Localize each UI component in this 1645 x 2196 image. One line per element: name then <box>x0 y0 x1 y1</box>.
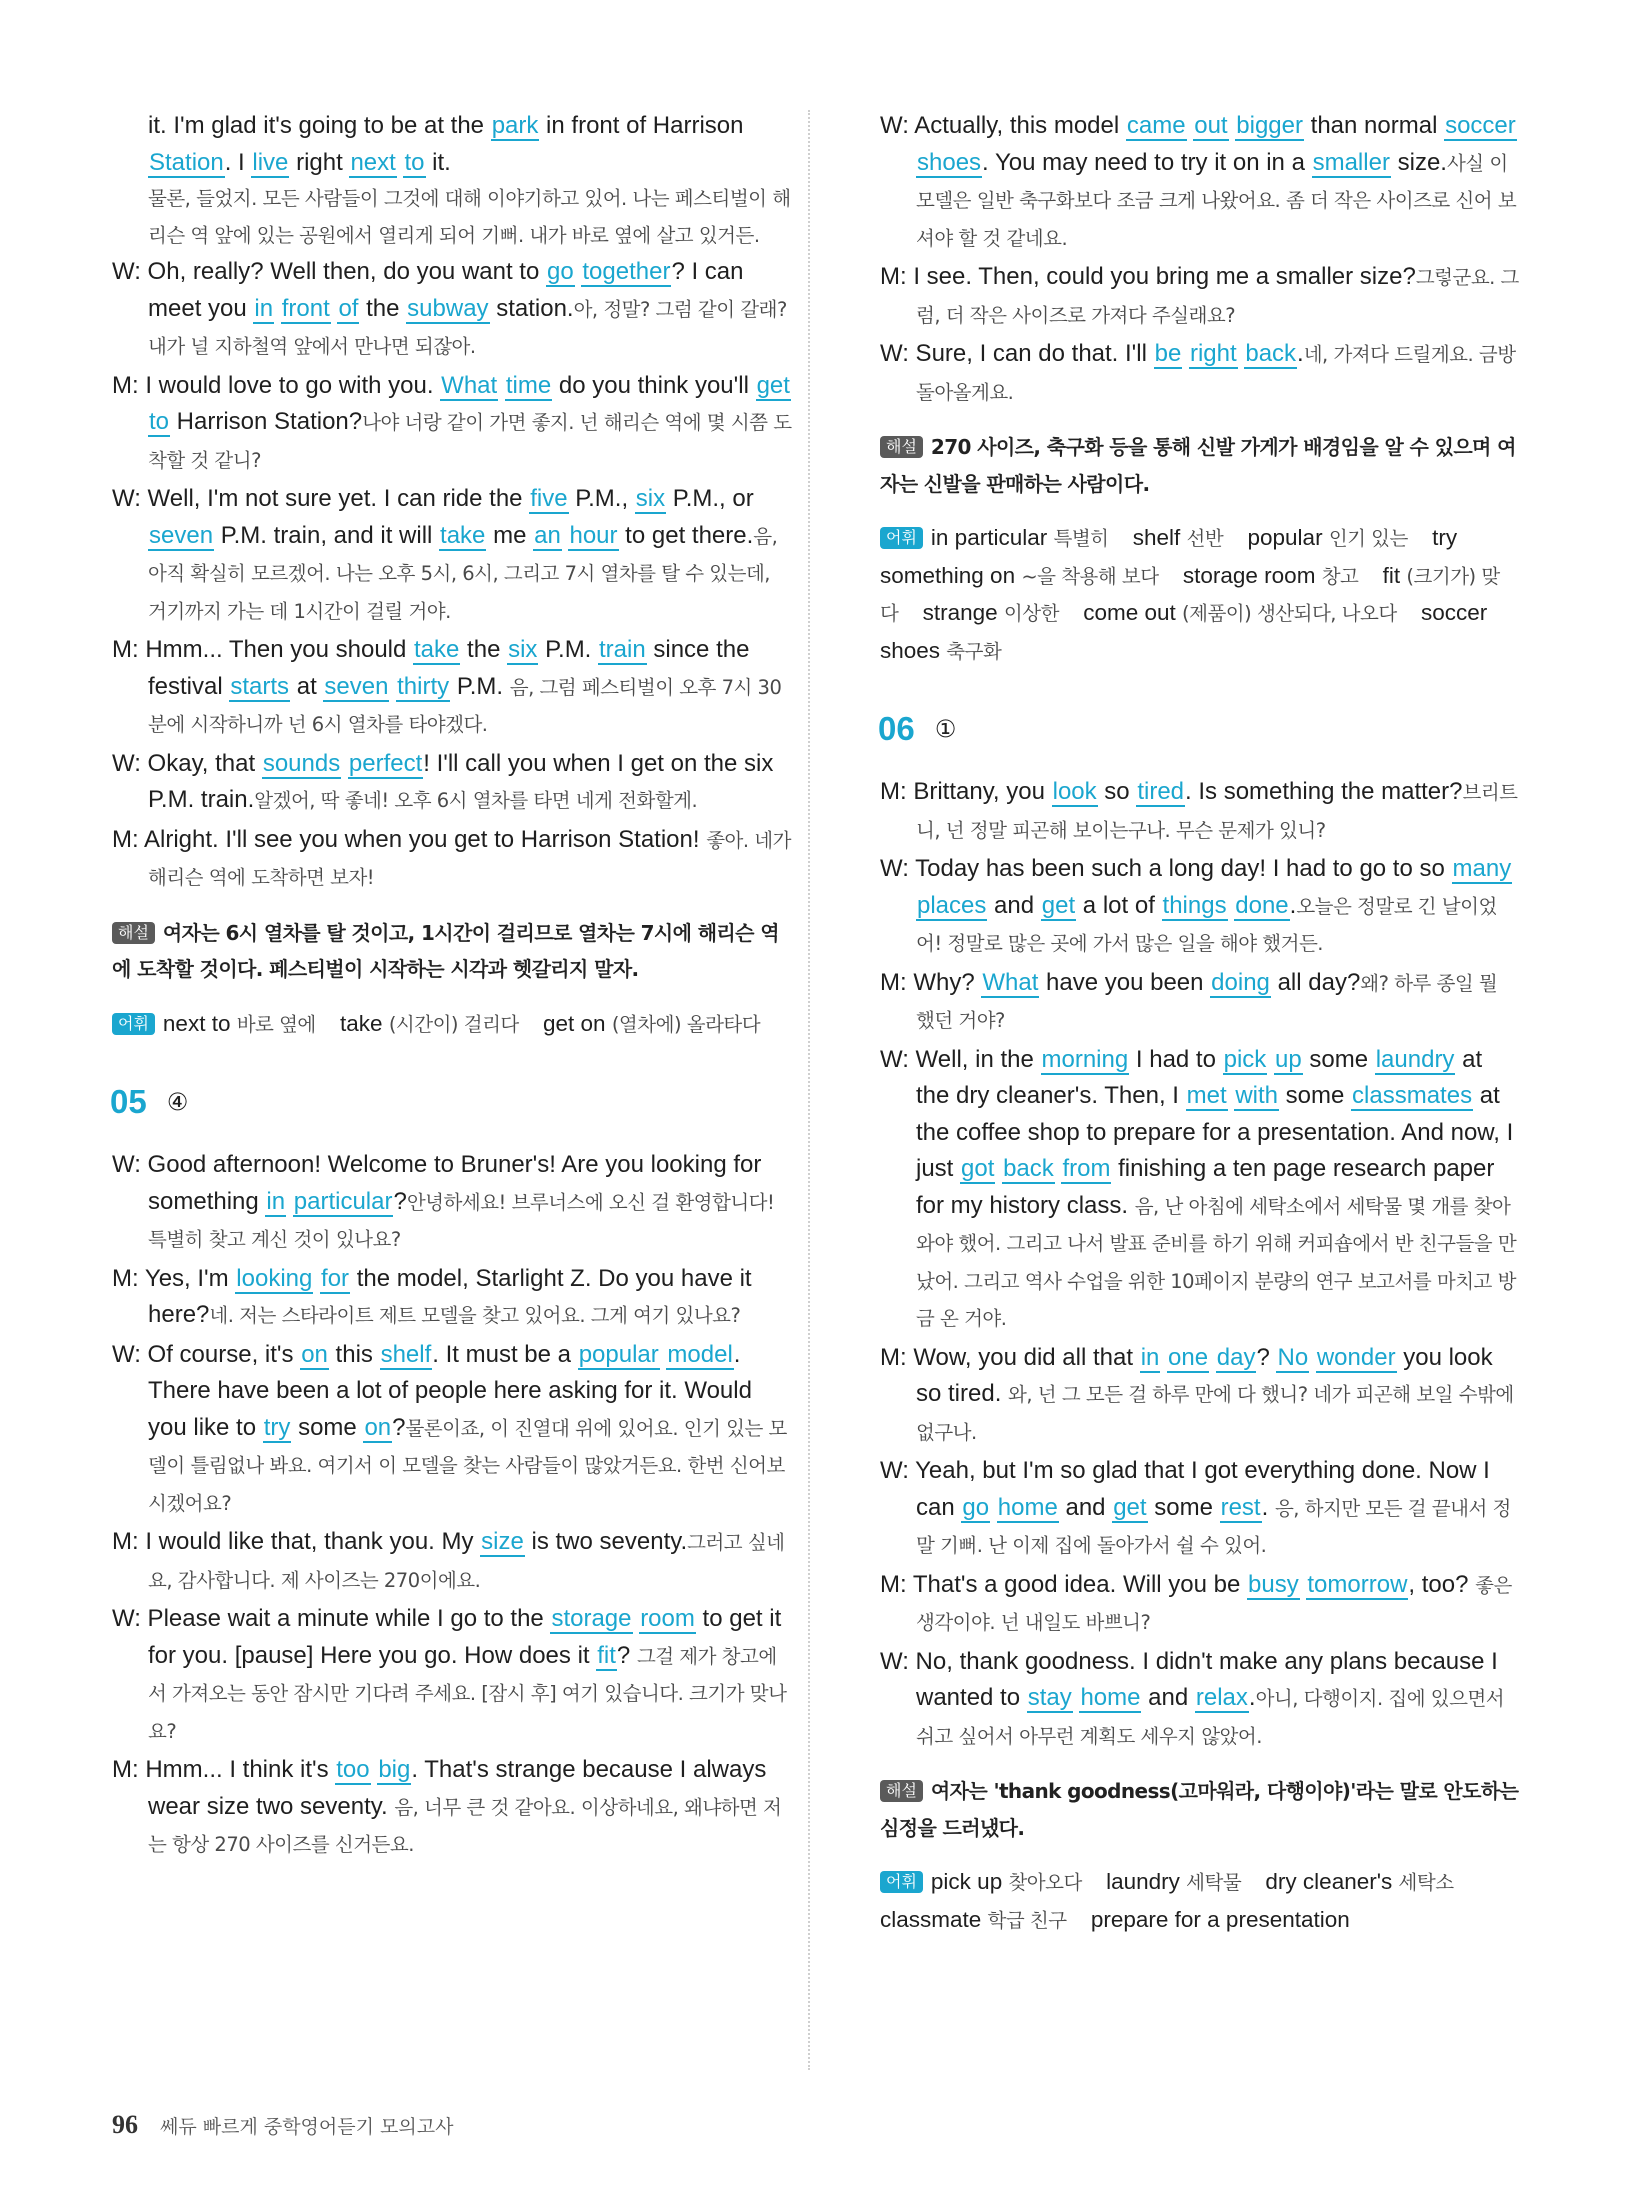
keyword-blank: things <box>1162 891 1227 919</box>
keyword-blank: met <box>1186 1082 1227 1109</box>
dialogue-text: M: Alright. I'll see you when you get to Harrison Station! <box>112 825 707 853</box>
dialogue-text: ? <box>1256 1343 1277 1371</box>
keyword-blank: thirty <box>397 672 450 700</box>
keyword-blank: shelf <box>380 1340 432 1368</box>
keyword-blank: go <box>547 258 574 285</box>
q05-explanation <box>880 429 1520 502</box>
keyword-blank: tired <box>1137 778 1185 805</box>
keyword-blank: wonder <box>1316 1343 1396 1371</box>
dialogue-text: . <box>1297 340 1304 367</box>
keyword-blank: to <box>149 408 170 435</box>
keyword-blank: next <box>350 148 396 176</box>
vocab-item: pick up 찾아오다 <box>930 1869 1082 1894</box>
explanation-badge: 해설 <box>112 922 155 944</box>
keyword-blank: smaller <box>1312 148 1390 176</box>
dialogue-text <box>990 1494 997 1521</box>
page-footer <box>112 2110 453 2140</box>
dialogue-text: , too? <box>1408 1570 1476 1598</box>
keyword-blank: together <box>582 258 671 285</box>
dialogue-text: . Is something the matter? <box>1185 778 1463 805</box>
dialogue-text: M: Hmm... I think it's <box>112 1756 336 1783</box>
english-line <box>148 108 792 181</box>
dialogue-text: finishing a ten page research paper for my history class. <box>916 1155 1495 1219</box>
keyword-blank: What <box>441 371 498 399</box>
keyword-blank: right <box>1189 340 1237 367</box>
korean-translation: 물론이죠, 이 진열대 위에 있어요. 인기 있는 모델이 틀림없나 봐요. 여기서 이 모델을 찾는 사람들이 많았거든요. 한번 신어보시겠어요? <box>148 1416 787 1515</box>
dialogue-text: at the coffee shop to prepare for a presentation. And now, I just <box>916 1082 1514 1182</box>
vocab-badge: 어휘 <box>880 1871 923 1893</box>
keyword-blank: with <box>1235 1082 1278 1109</box>
keyword-blank: from <box>1062 1155 1111 1182</box>
korean-translation: 알겠어, 딱 좋네! 오후 6시 열차를 타면 네게 전화할게. <box>254 789 698 812</box>
dialogue-text: W: Of course, it's <box>112 1340 301 1368</box>
dialogue-text: so <box>1097 778 1137 805</box>
dialogue-text <box>1182 340 1189 367</box>
dialogue-turn <box>112 1261 792 1335</box>
dialogue-text: at <box>290 672 324 700</box>
keyword-blank: too <box>336 1756 370 1783</box>
vocab-item: classmate 학급 친구 <box>880 1906 1067 1932</box>
korean-translation: 물론, 들었지. 모든 사람들이 그것에 대해 이야기하고 있어. 나는 페스티벌이 해리슨 역 앞에 있는 공원에서 열리게 되어 기뻐. 내가 바로 옆에 살고 있거든. <box>148 187 791 247</box>
dialogue-text: P.M. train, and it will <box>214 521 440 549</box>
dialogue-text: W: Okay, that <box>112 749 262 777</box>
explanation-text: 여자는 'thank goodness(고마워라, 다행이야)'라는 말로 안도하는 심정을 드러냈다. <box>880 1779 1519 1840</box>
keyword-blank: front <box>281 294 330 322</box>
vocab-item: fit (크기가) 맞다 <box>880 562 1500 625</box>
dialogue-text: W: Please wait a minute while I go to the <box>112 1605 551 1632</box>
q06-dialogue <box>880 774 1520 1755</box>
dialogue-turn <box>112 632 792 744</box>
vocab-item: get on (열차에) 올라타다 <box>543 1010 761 1036</box>
q04-vocab <box>112 1006 792 1044</box>
q06-header <box>878 710 1520 748</box>
keyword-blank: came <box>1126 112 1186 139</box>
korean-translation: 브리트니, 넌 정말 피곤해 보이는구나. 무슨 문제가 있니? <box>916 781 1518 842</box>
keyword-blank: get <box>1113 1493 1147 1521</box>
keyword-blank: six <box>635 485 666 512</box>
dialogue-text: to get there. <box>618 521 754 549</box>
keyword-blank: What <box>982 968 1039 996</box>
keyword-blank: back <box>1003 1155 1054 1182</box>
keyword-blank: day <box>1216 1343 1256 1371</box>
dialogue-turn <box>112 1601 792 1750</box>
dialogue-turn <box>112 1752 792 1864</box>
dialogue-turn <box>880 1644 1520 1756</box>
korean-translation: 음, 난 아침에 세탁소에서 세탁물 몇 개를 찾아와야 했어. 그리고 나서 발표 준비를 하기 위해 커피숍에서 반 친구들을 만났어. 그리고 역사 수업을 위한 10페이지 분량의 연구 보고서를 마치고 방금 온 거야. <box>916 1194 1517 1330</box>
dialogue-text: . That's strange because I always wear size two seventy. <box>148 1756 767 1820</box>
keyword-blank: out <box>1194 112 1228 139</box>
dialogue-text: . I <box>224 148 252 176</box>
vocab-item: strange 이상한 <box>922 600 1059 625</box>
q05-header <box>110 1083 792 1121</box>
dialogue-text: . There have been a lot of people here asking for it. Would you like to <box>148 1340 752 1441</box>
dialogue-text: in front of Harrison <box>539 112 744 139</box>
keyword-blank: relax <box>1195 1684 1248 1711</box>
keyword-blank: up <box>1274 1045 1302 1073</box>
question-number: 05 <box>110 1083 147 1120</box>
korean-translation: 안녕하세요! 브루너스에 오신 걸 환영합니다! 특별히 찾고 계신 것이 있나요? <box>148 1190 775 1251</box>
dialogue-text: W: Good afternoon! Welcome to Bruner's! Are you looking for something <box>112 1151 762 1215</box>
korean-translation: 오늘은 정말로 긴 날이었어! 정말로 많은 곳에 가서 많은 일을 해야 했거든. <box>916 894 1497 955</box>
dialogue-text: ? I can meet you <box>148 258 744 322</box>
dialogue-text: W: Yeah, but I'm so glad that I got everything done. Now I can <box>880 1457 1490 1521</box>
explanation-text: 270 사이즈, 축구화 등을 통해 신발 가게가 배경임을 알 수 있으며 여자는 신발을 판매하는 사람이다. <box>880 435 1516 496</box>
vocab-item: take (시간이) 걸리다 <box>340 1010 519 1036</box>
korean-translation: 네. 저는 스타라이트 제트 모델을 찾고 있어요. 그게 여기 있나요? <box>209 1304 741 1327</box>
dialogue-turn <box>880 851 1520 963</box>
dialogue-text: P.M. <box>450 672 510 700</box>
keyword-blank: live <box>252 148 289 176</box>
keyword-blank: home <box>1080 1684 1141 1711</box>
keyword-blank: go <box>962 1493 990 1521</box>
keyword-blank: take <box>414 636 460 663</box>
keyword-blank: looking <box>236 1264 313 1292</box>
keyword-blank: one <box>1168 1343 1209 1371</box>
vocab-item: come out (제품이) 생산되다, 나오다 <box>1083 600 1397 625</box>
page-number: 96 <box>112 2110 138 2139</box>
dialogue-text: P.M., or <box>666 485 754 512</box>
q04-explanation <box>112 915 792 988</box>
keyword-blank: for <box>321 1264 350 1292</box>
question-number: 06 <box>878 710 915 747</box>
q05-vocab <box>880 520 1520 670</box>
keyword-blank: size <box>481 1528 524 1555</box>
keyword-blank: take <box>440 521 486 549</box>
dialogue-text: W: Today has been such a long day! I had to go to so <box>880 855 1452 882</box>
keyword-blank: places <box>917 891 987 919</box>
korean-translation: 그러고 싶네요, 감사합니다. 제 사이즈는 270이에요. <box>148 1531 785 1592</box>
dialogue-text: M: I would love to go with you. <box>112 371 441 399</box>
dialogue-turn <box>880 1340 1520 1452</box>
dialogue-text: station. <box>489 294 574 322</box>
dialogue-text: W: No, thank goodness. I didn't make any plans because I wanted to <box>880 1647 1498 1711</box>
keyword-blank: model <box>667 1340 733 1368</box>
dialogue-text: . You may need to try it on in a <box>982 148 1312 176</box>
book-title: 쎄듀 빠르게 중학영어듣기 모의고사 <box>160 2116 454 2138</box>
korean-translation: 아, 정말? 그럼 같이 갈래? 내가 널 지하철역 앞에서 만나면 되잖아. <box>148 297 787 358</box>
dialogue-text: M: I would like that, thank you. My <box>112 1528 481 1555</box>
dialogue-turn <box>880 108 1520 257</box>
vocab-item: popular 인기 있는 <box>1247 525 1408 550</box>
keyword-blank: of <box>338 294 359 322</box>
dialogue-text: ? <box>393 1187 407 1215</box>
dialogue-text: M: That's a good idea. Will you be <box>880 1570 1247 1598</box>
dialogue-text: since the festival <box>148 636 750 700</box>
keyword-blank: popular <box>578 1340 659 1368</box>
dialogue-text: it. I'm glad it's going to be at the <box>148 112 491 139</box>
dialogue-text: I had to <box>1129 1045 1223 1073</box>
keyword-blank: park <box>491 112 539 139</box>
dialogue-text: and <box>1141 1684 1195 1711</box>
vocab-item: try something on ~을 착용해 보다 <box>880 525 1458 588</box>
dialogue-text: W: Oh, really? Well then, do you want to <box>112 258 546 285</box>
dialogue-text: at the dry cleaner's. Then, I <box>916 1045 1483 1109</box>
dialogue-text: ! I'll call you when I get on the six P.M. train. <box>148 749 774 813</box>
dialogue-text: a lot of <box>1076 891 1162 919</box>
keyword-blank: home <box>997 1493 1058 1521</box>
dialogue-text: . <box>1261 1493 1275 1521</box>
dialogue-text <box>341 750 348 777</box>
dialogue-text: ? <box>392 1413 406 1441</box>
dialogue-text: some <box>1147 1493 1220 1521</box>
vocab-item: prepare for a presentation <box>1090 1906 1350 1932</box>
dialogue-text: P.M., <box>568 485 635 512</box>
keyword-blank: room <box>640 1605 695 1632</box>
dialogue-text: than normal <box>1304 112 1445 139</box>
dialogue-text: . <box>1248 1684 1256 1711</box>
dialogue-turn <box>112 1147 792 1259</box>
column-divider <box>808 110 810 2070</box>
keyword-blank: be <box>1154 340 1182 367</box>
left-column <box>112 108 792 1864</box>
korean-translation: 그렇군요. 그럼, 더 작은 사이즈로 가져다 주실래요? <box>916 266 1519 327</box>
dialogue-text: the <box>460 636 508 663</box>
dialogue-turn <box>880 1042 1520 1338</box>
dialogue-text: . It must be a <box>432 1340 578 1368</box>
keyword-blank: doing <box>1211 968 1270 996</box>
keyword-blank: an <box>534 521 561 549</box>
explanation-badge: 해설 <box>880 436 923 458</box>
keyword-blank: try <box>263 1413 291 1441</box>
keyword-blank: fit <box>597 1641 616 1669</box>
dialogue-text: M: I see. Then, could you bring me a smaller size? <box>880 263 1416 290</box>
keyword-blank: seven <box>324 672 389 700</box>
q06-explanation <box>880 1773 1520 1846</box>
vocab-item: laundry 세탁물 <box>1106 1869 1242 1894</box>
keyword-blank: perfect <box>348 749 423 777</box>
keyword-blank: No <box>1277 1343 1309 1371</box>
dialogue-text: M: Yes, I'm <box>112 1264 236 1292</box>
keyword-blank: shoes <box>917 148 982 176</box>
answer-mark: ① <box>934 715 957 743</box>
dialogue-text <box>1209 1344 1216 1371</box>
keyword-blank: in <box>254 294 274 322</box>
dialogue-text: W: Well, I'm not sure yet. I can ride the <box>112 485 530 512</box>
dialogue-text <box>274 295 281 322</box>
keyword-blank: five <box>530 485 568 512</box>
dialogue-text: W: Actually, this model <box>880 112 1126 139</box>
keyword-blank: tomorrow <box>1307 1570 1408 1598</box>
dialogue-turn <box>880 259 1520 334</box>
keyword-blank: stay <box>1027 1684 1072 1711</box>
vocab-item: next to 바로 옆에 <box>162 1010 316 1036</box>
vocab-item: shelf 선반 <box>1132 525 1224 550</box>
dialogue-text: and <box>987 891 1041 919</box>
answer-mark: ④ <box>166 1088 189 1116</box>
korean-translation: 네, 가져다 드릴게요. 금방 돌아올게요. <box>916 343 1516 404</box>
korean-translation: 그걸 제가 창고에서 가져오는 동안 잠시만 기다려 주세요. [잠시 후] 여기 있습니다. 크기가 맞나요? <box>148 1644 787 1743</box>
dialogue-text: is two seventy. <box>524 1528 688 1555</box>
dialogue-text: . <box>1289 891 1297 919</box>
dialogue-text <box>1267 1046 1274 1073</box>
q05-dialogue-continued <box>880 108 1520 411</box>
korean-translation: 나야 너랑 같이 가면 좋지. 넌 해리슨 역에 몇 시쯤 도착할 것 같니? <box>148 411 792 472</box>
vocab-badge: 어휘 <box>880 527 923 549</box>
q05-dialogue <box>112 1147 792 1864</box>
korean-translation: 좋은 생각이야. 넌 내일도 바쁘니? <box>916 1573 1512 1634</box>
keyword-blank: classmates <box>1352 1082 1473 1109</box>
keyword-blank: get <box>756 371 790 399</box>
dialogue-text: me <box>486 521 534 549</box>
vocab-item: in particular 특별히 <box>930 525 1109 550</box>
keyword-blank: get <box>1041 891 1076 919</box>
dialogue-turn <box>880 965 1520 1040</box>
keyword-blank: bigger <box>1236 112 1303 139</box>
korean-translation: 왜? 하루 종일 뭘 했던 거야? <box>916 971 1498 1032</box>
keyword-blank: Station <box>149 148 224 176</box>
dialogue-text: right <box>289 148 350 176</box>
korean-translation: 음, 그럼 페스티벌이 오후 7시 30분에 시작하니까 넌 6시 열차를 타야겠다. <box>148 675 782 736</box>
dialogue-text: ? <box>616 1641 637 1669</box>
dialogue-text: M: Wow, you did all that <box>880 1343 1140 1371</box>
dialogue-text: M: Why? <box>880 968 982 996</box>
korean-translation: 아니, 다행이지. 집에 있으면서 쉬고 싶어서 아무런 계획도 세우지 않았어. <box>916 1687 1505 1748</box>
dialogue-turn <box>112 746 792 820</box>
keyword-blank: sounds <box>262 749 341 777</box>
dialogue-text: some <box>1279 1082 1352 1109</box>
dialogue-text: some <box>291 1413 364 1441</box>
dialogue-text: the <box>359 294 407 322</box>
dialogue-text <box>1309 1344 1316 1371</box>
dialogue-text: M: Hmm... Then you should <box>112 636 414 663</box>
dialogue-text: some <box>1302 1045 1375 1073</box>
keyword-blank: morning <box>1041 1045 1129 1073</box>
keyword-blank: done <box>1235 891 1289 919</box>
explanation-badge: 해설 <box>880 1780 923 1802</box>
dialogue-text: the model, Starlight Z. Do you have it here? <box>148 1264 752 1328</box>
q06-vocab <box>880 1864 1520 1939</box>
dialogue-text: and <box>1058 1493 1113 1521</box>
keyword-blank: look <box>1052 778 1097 805</box>
explanation-text: 여자는 6시 열차를 탈 것이고, 1시간이 걸리므로 열차는 7시에 해리슨 역에 도착할 것이다. 페스티벌이 시작하는 시각과 헷갈리지 말자. <box>112 920 779 981</box>
right-column <box>880 108 1520 1939</box>
keyword-blank: pick <box>1223 1045 1267 1073</box>
korean-translation: 와, 넌 그 모든 걸 하루 만에 다 했니? 네가 피곤해 보일 수밖에 없구나. <box>916 1383 1514 1444</box>
vocab-item: dry cleaner's 세탁소 <box>1265 1869 1454 1894</box>
dialogue-turn <box>112 1337 792 1523</box>
vocab-item: soccer shoes 축구화 <box>880 600 1488 663</box>
keyword-blank: subway <box>407 294 489 322</box>
dialogue-turn <box>880 1453 1520 1565</box>
dialogue-text: W: Well, in the <box>880 1045 1041 1073</box>
dialogue-continuation <box>148 108 792 254</box>
korean-translation: 음, 아직 확실히 모르겠어. 나는 오후 5시, 6시, 그리고 7시 열차를 탈 수 있는데, 거기까지 가는 데 1시간이 걸릴 거야. <box>148 524 778 623</box>
dialogue-turn <box>880 336 1520 411</box>
dialogue-turn <box>112 254 792 366</box>
dialogue-text <box>286 1188 293 1215</box>
dialogue-text: have you been <box>1039 968 1211 996</box>
dialogue-text: all day? <box>1270 968 1361 996</box>
dialogue-text: Harrison Station? <box>170 408 363 435</box>
q04-dialogue <box>112 254 792 897</box>
dialogue-text: do you think you'll <box>552 371 756 399</box>
dialogue-text: size. <box>1390 148 1447 176</box>
keyword-blank: six <box>508 636 538 663</box>
keyword-blank: seven <box>149 521 214 549</box>
dialogue-text <box>498 372 505 399</box>
keyword-blank: in <box>266 1187 286 1215</box>
keyword-blank: on <box>301 1340 328 1368</box>
keyword-blank: back <box>1245 340 1297 367</box>
keyword-blank: hour <box>569 521 618 549</box>
dialogue-turn <box>880 774 1520 849</box>
korean-translation: 사실 이 모델은 일반 축구화보다 조금 크게 나왔어요. 좀 더 작은 사이즈로 신어 보셔야 할 것 같네요. <box>916 151 1517 250</box>
keyword-blank: time <box>505 371 552 399</box>
dialogue-turn <box>112 368 792 480</box>
keyword-blank: busy <box>1248 1570 1299 1598</box>
korean-translation: 좋아. 네가 해리슨 역에 도착하면 보자! <box>148 828 791 889</box>
keyword-blank: soccer <box>1445 112 1516 139</box>
keyword-blank: laundry <box>1375 1045 1455 1073</box>
keyword-blank: to <box>404 148 425 176</box>
dialogue-text: you look so tired. <box>916 1343 1493 1407</box>
keyword-blank: on <box>364 1413 392 1441</box>
keyword-blank: rest <box>1220 1493 1261 1521</box>
keyword-blank: big <box>378 1756 411 1783</box>
keyword-blank: got <box>961 1155 995 1182</box>
korean-translation: 음, 너무 큰 것 같아요. 이상하네요, 왜냐하면 저는 항상 270 사이즈를 신거든요. <box>148 1795 782 1856</box>
vocab-badge: 어휘 <box>112 1013 155 1035</box>
keyword-blank: starts <box>230 672 290 700</box>
dialogue-text: P.M. <box>538 636 599 663</box>
dialogue-text: this <box>328 1340 380 1368</box>
vocab-item: storage room 창고 <box>1182 562 1359 588</box>
keyword-blank: train <box>599 636 646 663</box>
dialogue-text: M: Brittany, you <box>880 778 1052 805</box>
keyword-blank: storage <box>551 1605 632 1632</box>
dialogue-turn <box>112 481 792 630</box>
korean-translation: 응, 하지만 모든 걸 끝내서 정말 기뻐. 난 이제 집에 돌아가서 쉴 수 있어. <box>916 1496 1511 1557</box>
dialogue-text: W: Sure, I can do that. I'll <box>880 340 1154 367</box>
dialogue-text: it. <box>425 148 451 176</box>
keyword-blank: particular <box>293 1187 393 1215</box>
dialogue-turn <box>880 1567 1520 1642</box>
keyword-blank: in <box>1140 1343 1160 1371</box>
dialogue-text: to get it for you. [pause] Here you go. How does it <box>148 1605 782 1669</box>
keyword-blank: many <box>1452 855 1512 882</box>
dialogue-turn <box>112 822 792 897</box>
dialogue-turn <box>112 1524 792 1599</box>
